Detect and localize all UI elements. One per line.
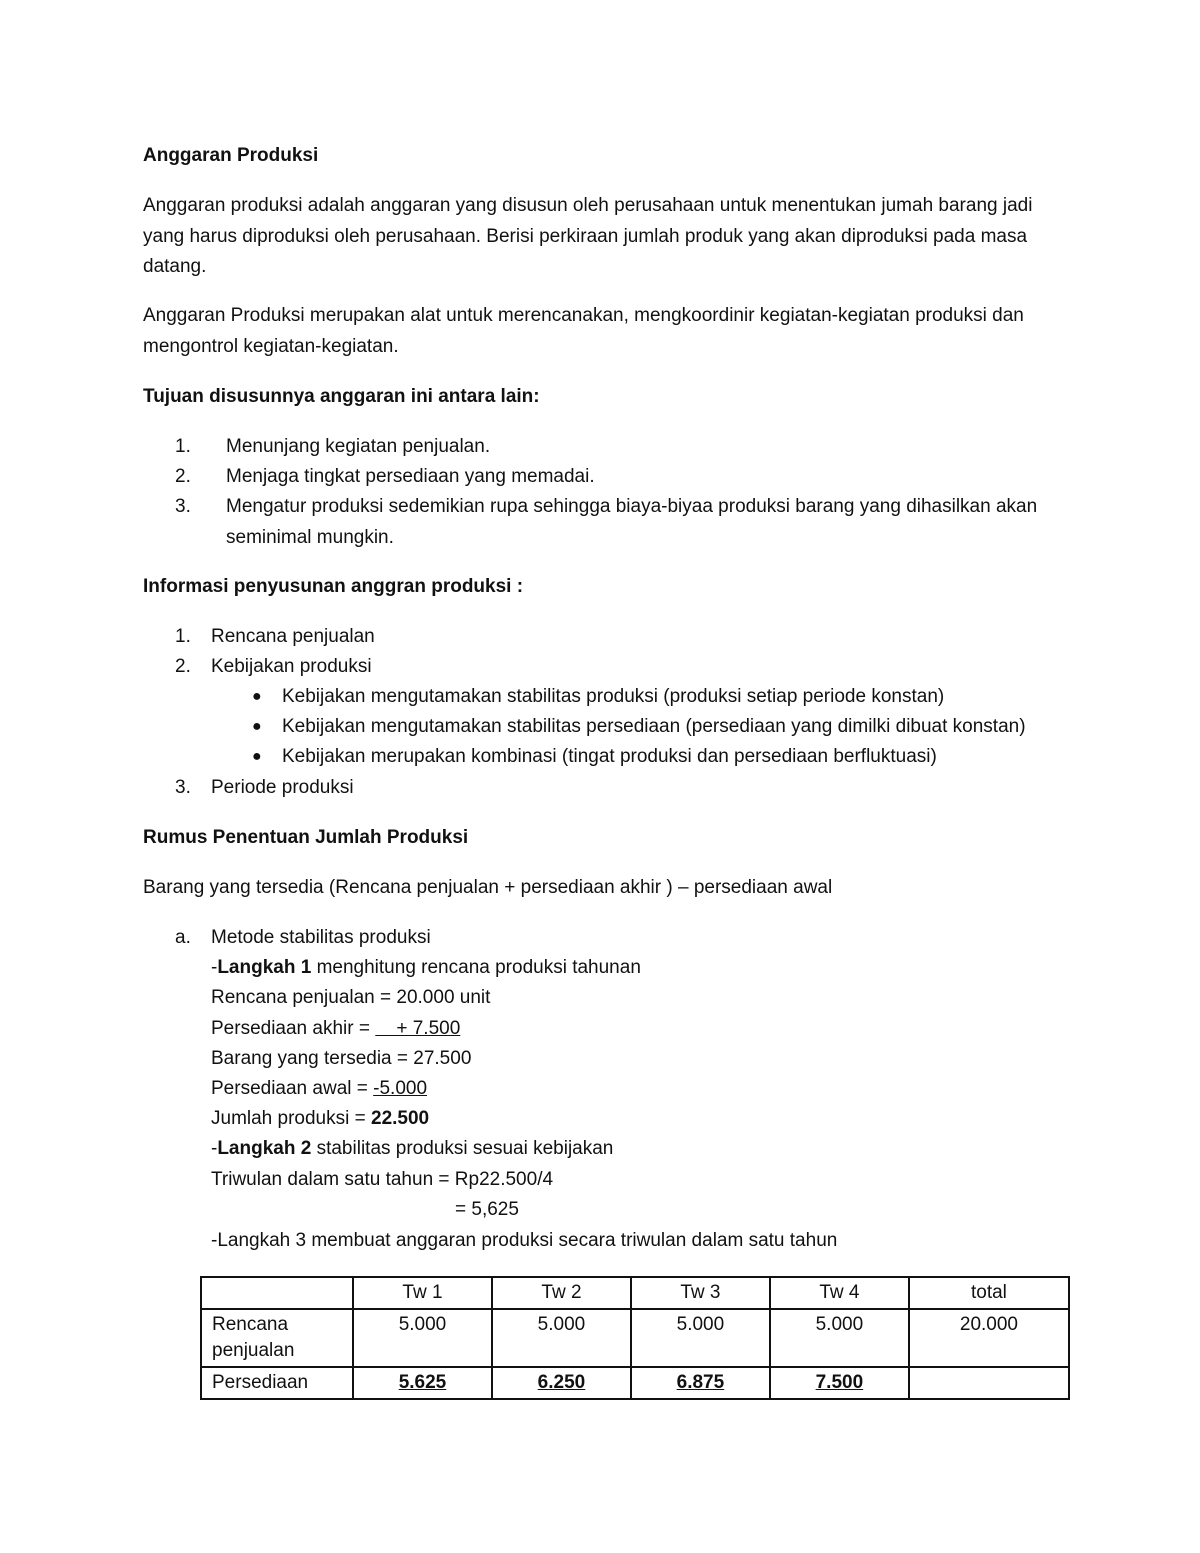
paragraph-line: Anggaran Produksi merupakan alat untuk merencanakan, mengkoordinir kegiatan-kegiatan produksi dan bbox=[143, 305, 1024, 326]
formula-text: Barang yang tersedia (Rencana penjualan + persediaan akhir ) – persediaan awal bbox=[143, 877, 833, 898]
informasi-heading: Informasi penyusunan anggran produksi : bbox=[143, 576, 524, 597]
table-row bbox=[201, 1367, 1069, 1399]
bullet-icon: ● bbox=[252, 688, 262, 705]
barang-tersedia-line: Barang yang tersedia = 27.500 bbox=[211, 1048, 472, 1069]
triwulan-line: Triwulan dalam satu tahun = Rp22.500/4 bbox=[211, 1169, 554, 1190]
table-cell: 20.000 bbox=[909, 1309, 1069, 1367]
list-item: Menunjang kegiatan penjualan. bbox=[226, 436, 491, 457]
tujuan-heading: Tujuan disusunnya anggaran ini antara lain: bbox=[143, 386, 540, 407]
table-header-row bbox=[201, 1277, 1069, 1309]
list-item: Mengatur produksi sedemikian rupa sehingga biaya-biyaa produksi barang yang dihasilkan akan bbox=[226, 496, 1038, 517]
table-header-cell bbox=[201, 1277, 353, 1309]
list-item: Rencana penjualan bbox=[211, 626, 375, 647]
triwulan-result: = 5,625 bbox=[455, 1199, 519, 1220]
list-number: 1. bbox=[175, 436, 191, 457]
langkah-1-line: -Langkah 1 menghitung rencana produksi tahunan bbox=[211, 957, 641, 978]
table-cell: 6.875 bbox=[631, 1367, 770, 1399]
table-header-cell: Tw 1 bbox=[353, 1277, 492, 1309]
table-row bbox=[201, 1309, 1069, 1367]
table-header-cell: Tw 4 bbox=[770, 1277, 909, 1309]
bullet-icon: ● bbox=[252, 748, 262, 765]
paragraph-line: yang harus diproduksi oleh perusahaan. Berisi perkiraan jumlah produk yang akan diproduksi pada masa bbox=[143, 226, 1028, 247]
table-header-cell: Tw 2 bbox=[492, 1277, 631, 1309]
bullet-item: Kebijakan mengutamakan stabilitas produksi (produksi setiap periode konstan) bbox=[282, 686, 945, 707]
persediaan-awal-line: Persediaan awal = -5.000 bbox=[211, 1078, 428, 1099]
rencana-penjualan-line: Rencana penjualan = 20.000 unit bbox=[211, 987, 491, 1008]
list-number: 3. bbox=[175, 496, 191, 517]
page-title: Anggaran Produksi bbox=[143, 145, 319, 166]
jumlah-produksi-line: Jumlah produksi = 22.500 bbox=[211, 1108, 430, 1129]
table-cell: 5.625 bbox=[353, 1367, 492, 1399]
table-cell: 5.000 bbox=[770, 1309, 909, 1367]
production-budget-table bbox=[200, 1276, 1070, 1400]
list-number: 3. bbox=[175, 777, 191, 798]
list-number: 1. bbox=[175, 626, 191, 647]
list-item: Periode produksi bbox=[211, 777, 354, 798]
langkah-2-line: -Langkah 2 stabilitas produksi sesuai kebijakan bbox=[211, 1138, 614, 1159]
table-header-cell: Tw 3 bbox=[631, 1277, 770, 1309]
list-number: 2. bbox=[175, 656, 191, 677]
paragraph-line: mengontrol kegiatan-kegiatan. bbox=[143, 336, 399, 357]
bullet-item: Kebijakan merupakan kombinasi (tingat produksi dan persediaan berfluktuasi) bbox=[282, 746, 937, 767]
paragraph-line: Anggaran produksi adalah anggaran yang disusun oleh perusahaan untuk menentukan jumah barang jadi bbox=[143, 195, 1033, 216]
paragraph-line: datang. bbox=[143, 256, 207, 277]
table-cell bbox=[909, 1367, 1069, 1399]
table-cell: 6.250 bbox=[492, 1367, 631, 1399]
rumus-heading: Rumus Penentuan Jumlah Produksi bbox=[143, 827, 469, 848]
bullet-item: Kebijakan mengutamakan stabilitas persediaan (persediaan yang dimilki dibuat konstan) bbox=[282, 716, 1026, 737]
table-cell: 7.500 bbox=[770, 1367, 909, 1399]
list-item: Menjaga tingkat persediaan yang memadai. bbox=[226, 466, 595, 487]
table-header-cell: total bbox=[909, 1277, 1069, 1309]
list-letter: a. bbox=[175, 927, 191, 948]
persediaan-akhir-line: Persediaan akhir = + 7.500 bbox=[211, 1018, 461, 1039]
list-item: Kebijakan produksi bbox=[211, 656, 372, 677]
bullet-icon: ● bbox=[252, 718, 262, 735]
table-row-label: Persediaan bbox=[201, 1367, 353, 1399]
table-row-label: Rencana penjualan bbox=[201, 1309, 353, 1367]
table-cell: 5.000 bbox=[353, 1309, 492, 1367]
list-item-continuation: seminimal mungkin. bbox=[226, 527, 394, 548]
langkah-3-line: -Langkah 3 membuat anggaran produksi secara triwulan dalam satu tahun bbox=[211, 1230, 838, 1251]
table-cell: 5.000 bbox=[492, 1309, 631, 1367]
table-cell: 5.000 bbox=[631, 1309, 770, 1367]
list-number: 2. bbox=[175, 466, 191, 487]
metode-title: Metode stabilitas produksi bbox=[211, 927, 431, 948]
